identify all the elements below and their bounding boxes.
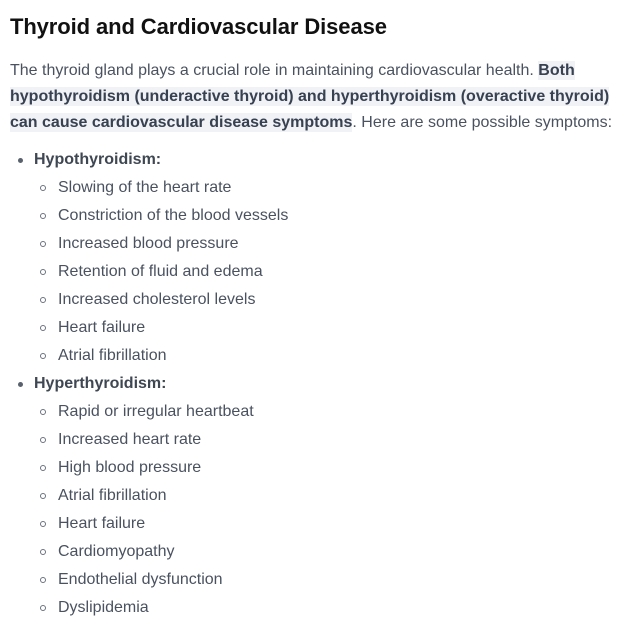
list-item [10, 426, 628, 454]
bullet-circle-icon [40, 353, 46, 359]
bullet-circle-icon [40, 465, 46, 471]
list-item-text: Heart failure [58, 319, 146, 336]
list-item [10, 202, 628, 230]
group-label: Hyperthyroidism: [34, 375, 167, 392]
group-hyperthyroidism [10, 370, 628, 622]
list-item [10, 510, 628, 538]
bullet-circle-icon [40, 213, 46, 219]
symptom-list [10, 398, 628, 622]
list-item [10, 566, 628, 594]
bullet-circle-icon [40, 269, 46, 275]
list-item-text: Constriction of the blood vessels [58, 207, 289, 224]
bullet-circle-icon [40, 185, 46, 191]
list-item [10, 454, 628, 482]
bullet-circle-icon [40, 549, 46, 555]
page-title: Thyroid and Cardiovascular Disease [10, 14, 387, 39]
list-item-text: Dyslipidemia [58, 599, 149, 616]
symptom-groups [10, 146, 628, 622]
list-item [10, 538, 628, 566]
bullet-circle-icon [40, 577, 46, 583]
list-item-text: Rapid or irregular heartbeat [58, 403, 254, 420]
bullet-circle-icon [40, 521, 46, 527]
bullet-circle-icon [40, 325, 46, 331]
list-item-text: Endothelial dysfunction [58, 571, 223, 588]
list-item-text: Increased blood pressure [58, 235, 239, 252]
list-item [10, 258, 628, 286]
list-item [10, 230, 628, 258]
list-item [10, 342, 628, 370]
symptom-list [10, 174, 628, 370]
group-hypothyroidism [10, 146, 628, 370]
list-item [10, 482, 628, 510]
list-item-text: Heart failure [58, 515, 146, 532]
list-item [10, 398, 628, 426]
list-item-text: Cardiomyopathy [58, 543, 175, 560]
group-label: Hypothyroidism: [34, 151, 162, 168]
list-item [10, 314, 628, 342]
intro-text-after: . Here are some possible symptoms: [352, 114, 613, 131]
list-item-text: High blood pressure [58, 459, 202, 476]
list-item [10, 174, 628, 202]
list-item-text: Atrial fibrillation [58, 347, 167, 364]
intro-paragraph [10, 58, 628, 136]
bullet-circle-icon [40, 241, 46, 247]
list-item [10, 594, 628, 622]
list-item-text: Retention of fluid and edema [58, 263, 263, 280]
bullet-circle-icon [40, 437, 46, 443]
bullet-circle-icon [40, 493, 46, 499]
bullet-circle-icon [40, 297, 46, 303]
list-item-text: Atrial fibrillation [58, 487, 167, 504]
bullet-circle-icon [40, 409, 46, 415]
bullet-disc-icon [18, 382, 23, 387]
bullet-disc-icon [18, 158, 23, 163]
bullet-circle-icon [40, 605, 46, 611]
list-item-text: Slowing of the heart rate [58, 179, 232, 196]
group-heading [10, 146, 628, 174]
list-item-text: Increased cholesterol levels [58, 291, 256, 308]
list-item-text: Increased heart rate [58, 431, 202, 448]
intro-text-before: The thyroid gland plays a crucial role in maintaining cardiovascular health. [10, 62, 539, 79]
intro-highlight: Both hypothyroidism (underactive thyroid) and hyperthyroidism (overactive thyroid) can cause cardiovascular disease symptoms [10, 62, 610, 131]
group-heading [10, 370, 628, 398]
list-item [10, 286, 628, 314]
